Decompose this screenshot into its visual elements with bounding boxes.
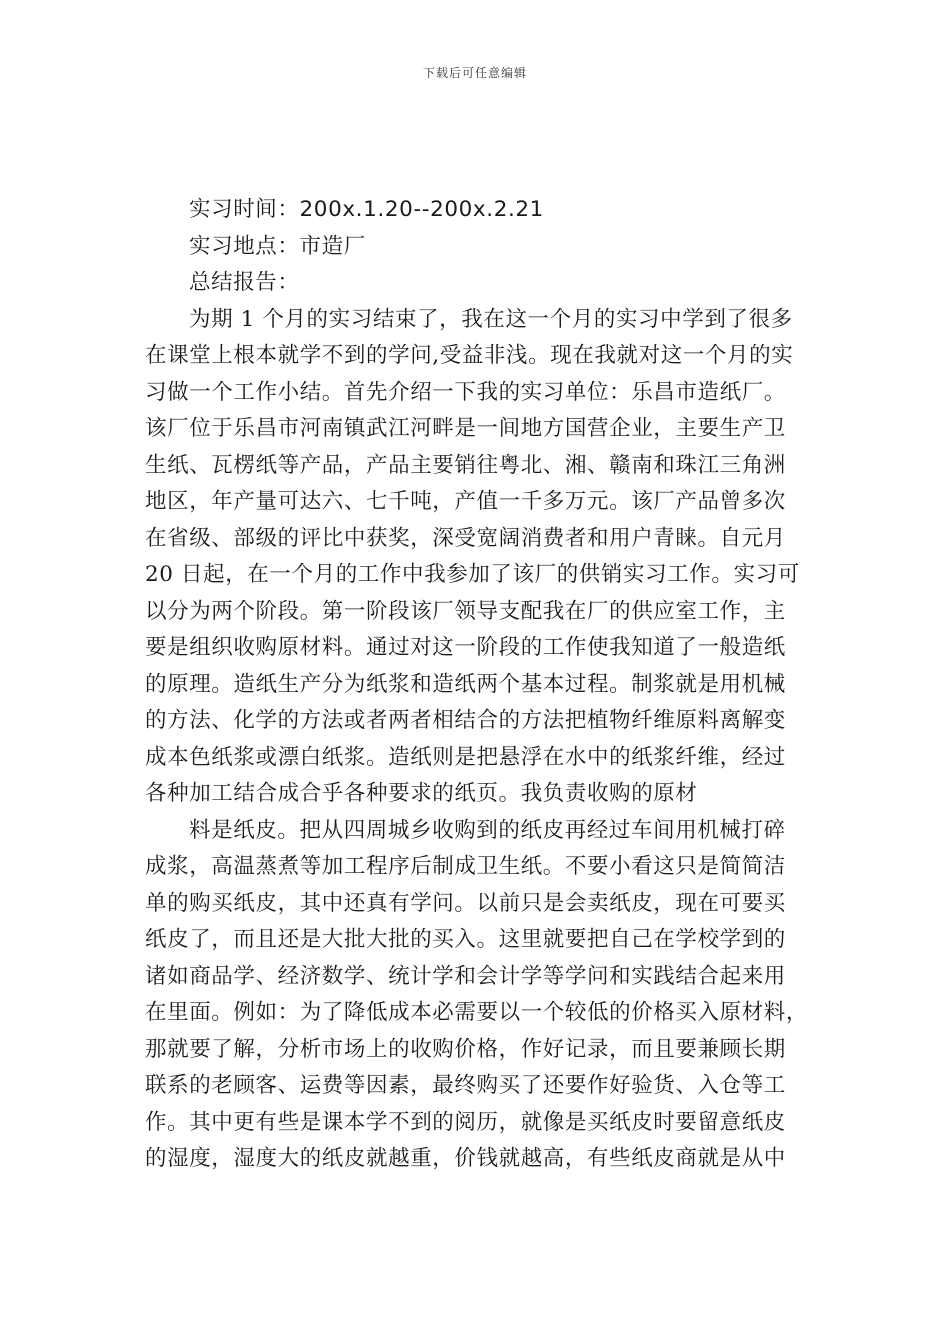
internship-time-label: 实习时间： xyxy=(189,197,300,222)
paragraph-line: 该厂位于乐昌市河南镇武江河畔是一间地方国营企业，主要生产卫 xyxy=(145,416,786,441)
internship-place: 实习地点：市造厂 xyxy=(189,233,366,259)
paragraph-line: 诸如商品学、经济数学、统计学和会计学等学问和实践结合起来用 xyxy=(145,963,786,989)
header-note: 下载后可任意编辑 xyxy=(422,66,527,80)
internship-time xyxy=(145,192,813,229)
paragraph-line: 在省级、部级的评比中获奖，深受宽阔消费者和用户青睐。自元月 xyxy=(145,525,786,551)
paragraph-line: 各种加工结合成合乎各种要求的纸页。我负责收购的原材 xyxy=(145,781,698,806)
paragraph-line: 以分为两个阶段。第一阶段该厂领导支配我在厂的供应室工作，主 xyxy=(145,598,786,624)
document-body xyxy=(145,192,813,1178)
paragraph-line: 要是组织收购原材料。通过对这一阶段的工作使我知道了一般造纸 xyxy=(145,635,786,660)
paragraph-line: 成浆，高温蒸煮等加工程序后制成卫生纸。不要小看这只是简简洁 xyxy=(145,854,786,879)
paragraph-line: 那就要了解，分析市场上的收购价格，作好记录，而且要兼顾长期 xyxy=(145,1036,786,1062)
paragraph-line: 的原理。造纸生产分为纸浆和造纸两个基本过程。制浆就是用机械 xyxy=(145,671,786,697)
paragraph-line: 在里面。例如：为了降低成本必需要以一个较低的价格买入原材料， xyxy=(145,1000,809,1025)
paragraph-line: 成本色纸浆或漂白纸浆。造纸则是把悬浮在水中的纸浆纤维，经过 xyxy=(145,744,786,770)
paragraph-line: 习做一个工作小结。首先介绍一下我的实习单位：乐昌市造纸厂。 xyxy=(145,379,786,405)
paragraph-line: 生纸、瓦楞纸等产品，产品主要销往粤北、湘、赣南和珠江三角洲 xyxy=(145,452,786,478)
summary-label: 总结报告： xyxy=(189,270,300,295)
paragraph-line: 的方法、化学的方法或者两者相结合的方法把植物纤维原料离解变 xyxy=(145,708,786,733)
paragraph-line: 20 日起，在一个月的工作中我参加了该厂的供销实习工作。实习可 xyxy=(145,562,800,587)
paragraph-line: 在课堂上根本就学不到的学问,受益非浅。现在我就对这一个月的实 xyxy=(145,343,794,368)
paragraph-line: 为期 1 个月的实习结束了，我在这一个月的实习中学到了很多 xyxy=(189,306,793,332)
paragraph-line: 料是纸皮。把从四周城乡收购到的纸皮再经过车间用机械打碎 xyxy=(189,817,786,843)
paragraph-line: 的湿度，湿度大的纸皮就越重，价钱就越高，有些纸皮商就是从中 xyxy=(145,1146,786,1171)
paragraph-line: 纸皮了，而且还是大批大批的买入。这里就要把自己在学校学到的 xyxy=(145,927,786,952)
internship-time-value: 200x.1.20--200x.2.21 xyxy=(299,197,544,222)
paragraph-line: 联系的老顾客、运费等因素，最终购买了还要作好验货、入仓等工 xyxy=(145,1073,786,1098)
paragraph-line: 作。其中更有些是课本学不到的阅历，就像是买纸皮时要留意纸皮 xyxy=(145,1109,786,1135)
paragraph-line: 单的购买纸皮，其中还真有学问。以前只是会卖纸皮，现在可要买 xyxy=(145,890,786,916)
paragraph-line: 地区，年产量可达六、七千吨，产值一千多万元。该厂产品曾多次 xyxy=(145,489,786,514)
